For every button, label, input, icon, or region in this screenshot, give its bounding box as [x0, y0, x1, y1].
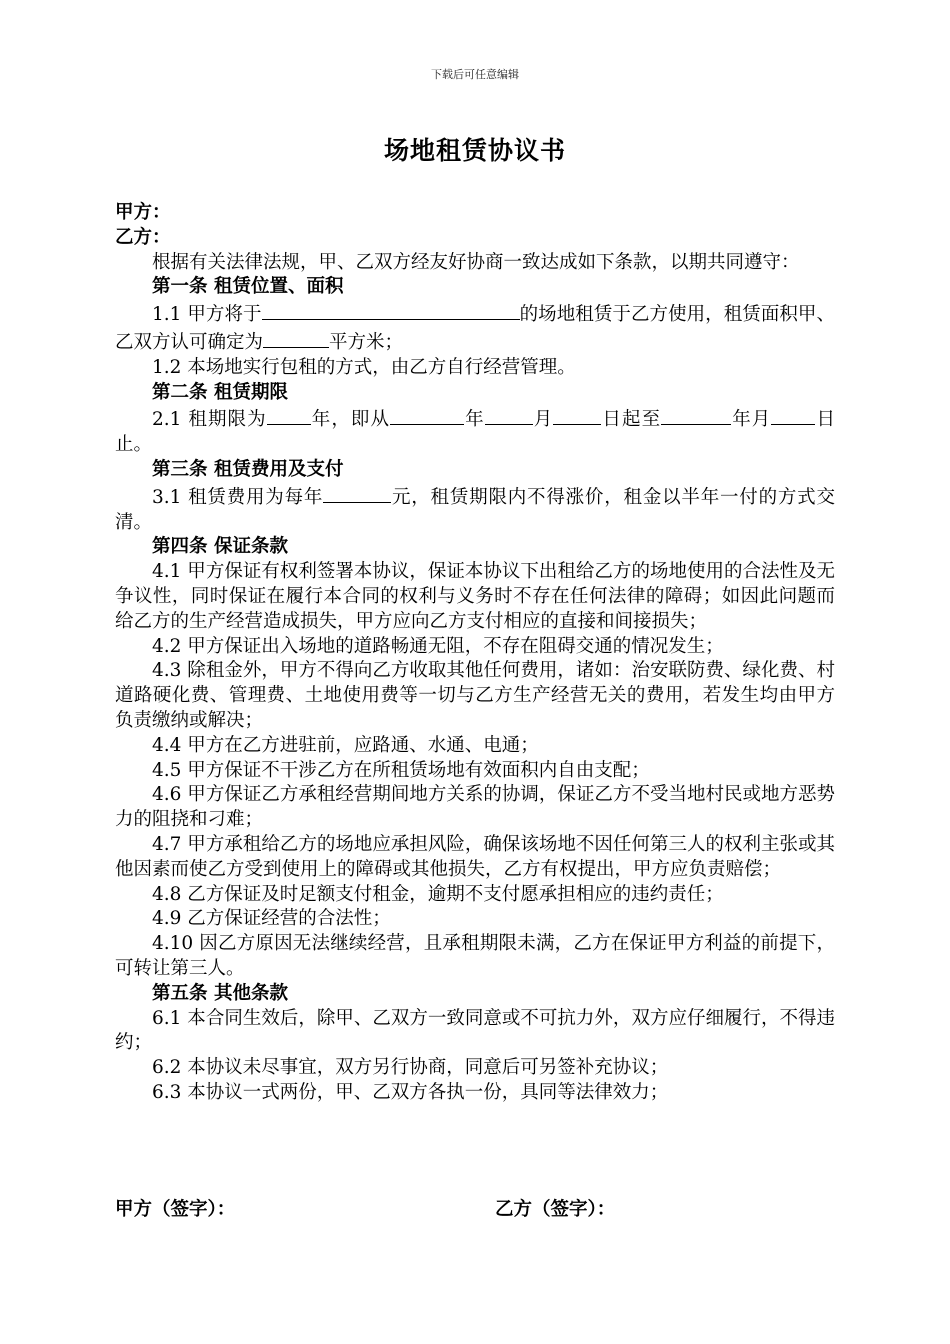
clause-1-2: 1.2 本场地实行包租的方式，由乙方自行经营管理。	[152, 356, 576, 378]
clause-3-1-part-a: 3.1 租赁费用为每年	[152, 486, 324, 508]
clause-1-1-part-b: 的场地租赁于乙方使用，租赁面积甲、乙双方认可确定为	[115, 304, 835, 353]
header-note: 下载后可任意编辑	[431, 68, 519, 81]
clause-2-1-part-e: 日起至	[601, 409, 662, 431]
term-years-blank	[267, 405, 311, 425]
clause-1-1-part-a: 1.1 甲方将于	[152, 304, 262, 326]
section-2-heading: 第二条 租赁期限	[152, 381, 288, 403]
clause-4-2: 4.2 甲方保证出入场地的道路畅通无阻，不存在阻碍交通的情况发生；	[152, 635, 724, 657]
clause-1-1	[115, 300, 835, 356]
clause-2-1	[115, 405, 835, 458]
clause-6-1: 6.1 本合同生效后，除甲、乙双方一致同意或不可抗力外，双方应仔细履行，不得违约；	[115, 1007, 835, 1054]
clause-4-9: 4.9 乙方保证经营的合法性；	[152, 908, 391, 930]
clause-2-1-part-g: 日止。	[115, 409, 835, 456]
location-blank	[262, 300, 520, 320]
clause-3-1	[115, 483, 835, 536]
party-b-signature-label: 乙方（签字）：	[495, 1199, 616, 1220]
intro-paragraph: 根据有关法律法规，甲、乙双方经友好协商一致达成如下条款，以期共同遵守：	[152, 251, 800, 273]
section-5-heading: 第五条 其他条款	[152, 982, 288, 1004]
annual-rent-blank	[323, 483, 391, 503]
clause-4-3: 4.3 除租金外，甲方不得向乙方收取其他任何费用，诸如：治安联防费、绿化费、村道路硬化费、管理费、土地使用费等一切与乙方生产经营无关的费用，若发生均由甲方负责缴纳或解决；	[115, 660, 835, 731]
clause-6-2: 6.2 本协议未尽事宜，双方另行协商，同意后可另签补充协议；	[152, 1057, 669, 1079]
section-3-heading: 第三条 租赁费用及支付	[152, 458, 344, 480]
party-a-signature-label: 甲方（签字）：	[115, 1199, 236, 1220]
clause-1-1-part-c: 平方米；	[329, 331, 404, 353]
section-1-heading: 第一条 租赁位置、面积	[152, 276, 344, 298]
clause-2-1-part-b: 年，即从	[310, 409, 391, 431]
section-4-heading: 第四条 保证条款	[152, 536, 288, 558]
party-b-label: 乙方：	[115, 226, 171, 248]
start-year-blank	[390, 405, 464, 425]
party-a-label: 甲方：	[115, 202, 171, 223]
end-day-blank	[771, 405, 815, 425]
document-title: 场地租赁协议书	[383, 136, 566, 165]
clause-2-1-part-c: 年	[464, 409, 485, 431]
start-day-blank	[553, 405, 601, 425]
clause-4-1: 4.1 甲方保证有权利签署本协议，保证本协议下出租给乙方的场地使用的合法性及无争议性，同时保证在履行本合同的权利与义务时不存在任何法律的障碍；如因此问题而给乙方的生产经营造成损失，甲方应向乙方支付相应的直接和间接损失；	[115, 561, 835, 632]
clause-3-1-part-b: 元，租赁期限内不得涨价，租金以半年一付的方式交清。	[115, 486, 835, 533]
clause-2-1-part-d: 月	[532, 409, 554, 431]
clause-2-1-part-a: 2.1 租期限为	[152, 409, 267, 431]
clause-2-1-part-f: 年月	[731, 409, 772, 431]
contract-body	[115, 201, 835, 1106]
clause-6-3: 6.3 本协议一式两份，甲、乙双方各执一份，具同等法律效力；	[152, 1081, 669, 1103]
area-blank	[263, 328, 329, 348]
clause-4-8: 4.8 乙方保证及时足额支付租金，逾期不支付愿承担相应的违约责任；	[152, 883, 724, 905]
clause-4-10: 4.10 因乙方原因无法继续经营，且承租期限未满，乙方在保证甲方利益的前提下，可转让第三人。	[115, 933, 835, 979]
clause-4-7: 4.7 甲方承租给乙方的场地应承担风险，确保该场地不因任何第三人的权利主张或其他因素而使乙方受到使用上的障碍或其他损失，乙方有权提出，甲方应负责赔偿；	[115, 833, 835, 880]
clause-4-4: 4.4 甲方在乙方进驻前，应路通、水通、电通；	[152, 734, 539, 756]
end-year-blank	[661, 405, 731, 425]
clause-4-5: 4.5 甲方保证不干涉乙方在所租赁场地有效面积内自由支配；	[152, 759, 650, 781]
clause-4-6: 4.6 甲方保证乙方承租经营期间地方关系的协调，保证乙方不受当地村民或地方恶势力的阻挠和刁难；	[115, 784, 835, 831]
start-month-blank	[485, 405, 533, 425]
